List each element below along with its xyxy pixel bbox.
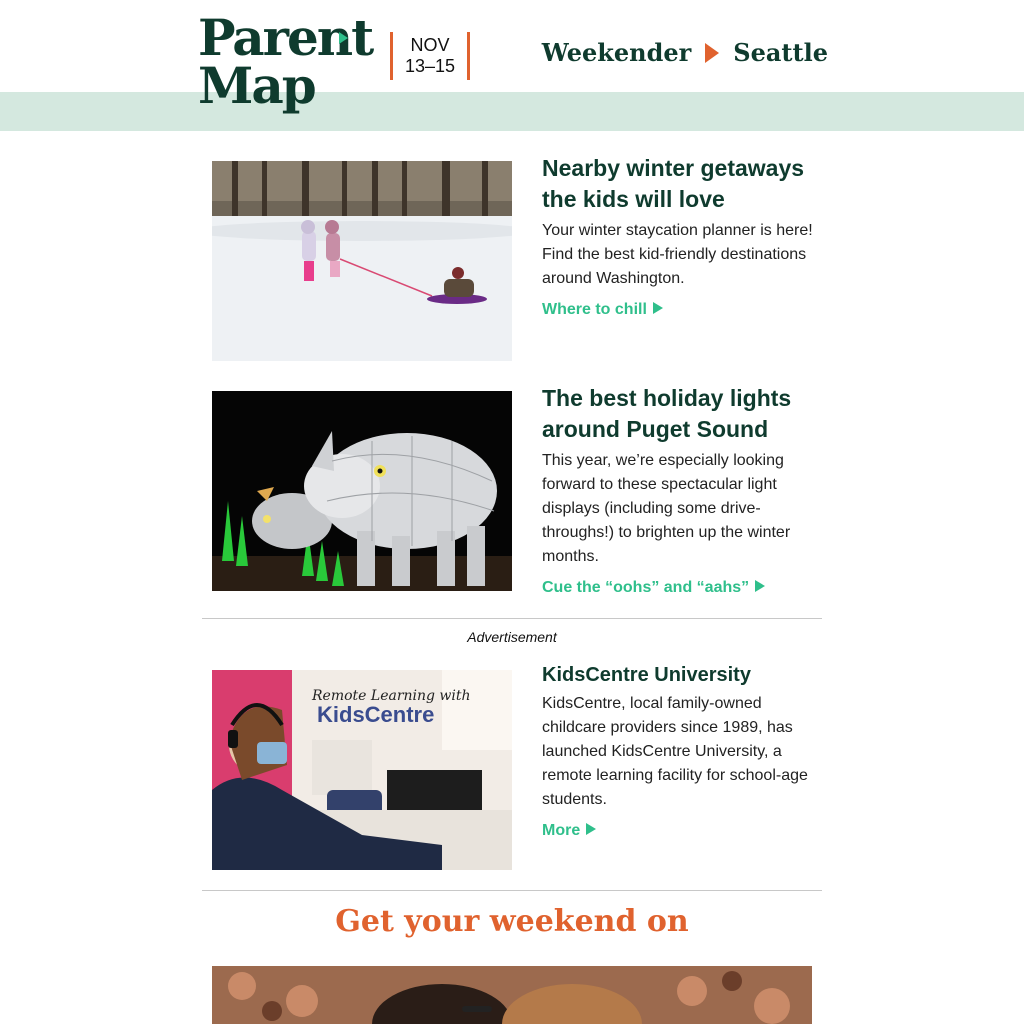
rhino-lantern-image[interactable] [212, 391, 512, 591]
logo-line2: Map [198, 56, 315, 115]
ad-kidscentre [212, 662, 812, 872]
divider [202, 618, 822, 619]
kidscentre-ad-image[interactable] [212, 670, 512, 870]
newsletter-name: Weekender [541, 38, 692, 67]
header-band [0, 92, 1024, 131]
header [0, 0, 1024, 92]
ad-image-brand: KidsCentre [317, 702, 435, 727]
article-title[interactable]: The best holiday lights around Puget Sound [542, 385, 792, 442]
date-month: NOV [410, 35, 450, 55]
ad-title[interactable]: KidsCentre University [542, 664, 751, 686]
ad-text [542, 662, 817, 840]
article-title[interactable]: Nearby winter getaways the kids will love [542, 155, 805, 212]
article-description: Your winter staycation planner is here! Find the best kid-friendly destinations around Washington. [542, 222, 813, 287]
family-leaves-image[interactable] [212, 966, 812, 1024]
play-arrow-icon [653, 302, 663, 314]
section-heading: Get your weekend on [335, 904, 689, 939]
link-label: Where to chill [542, 301, 647, 318]
oohs-aahs-link[interactable] [542, 579, 765, 597]
parentmap-logo[interactable] [198, 8, 373, 115]
article-text [542, 383, 817, 597]
city-name: Seattle [733, 38, 828, 67]
where-to-chill-link[interactable] [542, 301, 663, 319]
date-range: 13–15 [404, 56, 456, 76]
article-holiday-lights [212, 383, 812, 596]
link-label: Cue the “oohs” and “aahs” [542, 579, 750, 596]
logo-line1: Parent [198, 8, 373, 67]
article-text [542, 153, 817, 319]
arrow-right-icon [705, 43, 719, 63]
ad-image-caption: Remote Learning with [312, 688, 471, 704]
ad-more-link[interactable] [542, 822, 596, 840]
logo-play-icon [339, 32, 348, 44]
play-arrow-icon [755, 580, 765, 592]
ad-description: KidsCentre, local family-owned childcare providers since 1989, has launched KidsCentre University, a remote learning facility for school-age students. [542, 695, 808, 808]
play-arrow-icon [586, 823, 596, 835]
link-label: More [542, 822, 581, 839]
winter-snow-image[interactable] [212, 161, 512, 361]
article-winter-getaways [212, 153, 812, 363]
newsletter-title [542, 38, 828, 67]
issue-date [390, 32, 470, 80]
article-description: This year, we’re especially looking forward to these spectacular light displays (including some drive-throughs!) to brighten up the winter months. [542, 452, 791, 565]
advertisement-label: Advertisement [467, 629, 557, 645]
divider [202, 890, 822, 891]
